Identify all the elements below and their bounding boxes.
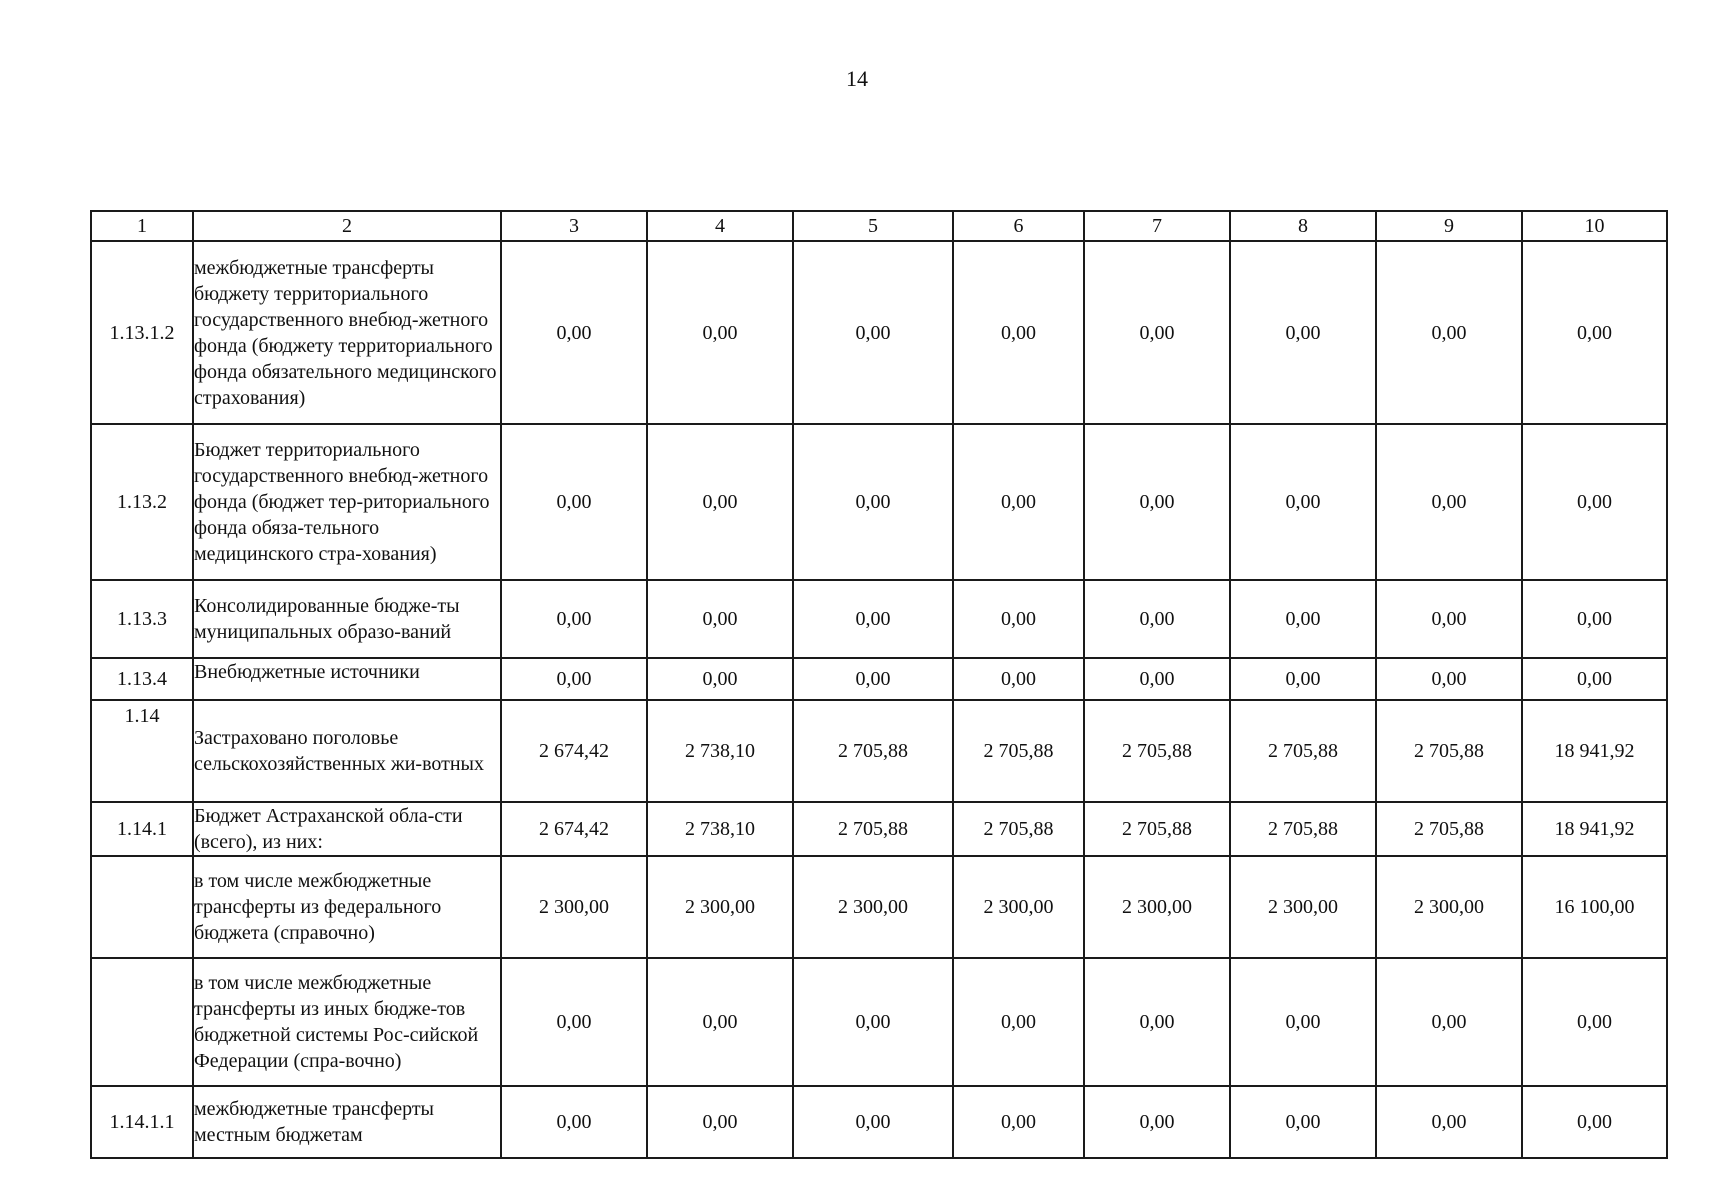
value-cell: 0,00 — [953, 424, 1084, 580]
value-cell: 2 705,88 — [953, 802, 1084, 856]
value-cell: 0,00 — [1522, 958, 1667, 1086]
table-row — [91, 241, 1667, 424]
value-cell: 0,00 — [953, 580, 1084, 658]
value-cell: 2 300,00 — [1230, 856, 1376, 958]
value-cell: 0,00 — [1230, 580, 1376, 658]
value-cell: 0,00 — [1230, 1086, 1376, 1158]
value-cell: 0,00 — [793, 580, 953, 658]
value-cell: 0,00 — [953, 658, 1084, 700]
value-cell: 0,00 — [1084, 958, 1230, 1086]
value-cell: 0,00 — [1084, 424, 1230, 580]
column-header: 3 — [501, 211, 647, 241]
value-cell: 2 705,88 — [1230, 700, 1376, 802]
row-description: Консолидированные бюдже-ты муниципальных образо-ваний — [193, 580, 501, 658]
value-cell: 0,00 — [501, 424, 647, 580]
column-header: 6 — [953, 211, 1084, 241]
value-cell: 2 300,00 — [1084, 856, 1230, 958]
page-number: 14 — [846, 66, 868, 91]
value-cell: 2 705,88 — [1230, 802, 1376, 856]
row-code: 1.14.1.1 — [91, 1086, 193, 1158]
value-cell: 0,00 — [1084, 1086, 1230, 1158]
value-cell: 0,00 — [953, 1086, 1084, 1158]
value-cell: 0,00 — [793, 658, 953, 700]
column-header: 5 — [793, 211, 953, 241]
value-cell: 2 300,00 — [793, 856, 953, 958]
row-description: в том числе межбюджетные трансферты из федерального бюджета (справочно) — [193, 856, 501, 958]
value-cell: 0,00 — [1522, 241, 1667, 424]
value-cell: 2 300,00 — [1376, 856, 1522, 958]
value-cell: 0,00 — [647, 1086, 793, 1158]
value-cell: 0,00 — [1376, 580, 1522, 658]
value-cell: 0,00 — [1084, 658, 1230, 700]
column-header: 7 — [1084, 211, 1230, 241]
value-cell: 0,00 — [1522, 580, 1667, 658]
value-cell: 0,00 — [1230, 958, 1376, 1086]
value-cell: 0,00 — [501, 658, 647, 700]
value-cell: 0,00 — [1084, 580, 1230, 658]
column-header: 2 — [193, 211, 501, 241]
value-cell: 0,00 — [793, 958, 953, 1086]
value-cell: 0,00 — [501, 1086, 647, 1158]
value-cell: 0,00 — [1230, 658, 1376, 700]
table-row — [91, 580, 1667, 658]
value-cell: 0,00 — [1522, 658, 1667, 700]
value-cell: 0,00 — [1376, 958, 1522, 1086]
value-cell: 0,00 — [501, 241, 647, 424]
table-row — [91, 658, 1667, 700]
value-cell: 2 705,88 — [1084, 700, 1230, 802]
value-cell: 2 705,88 — [793, 802, 953, 856]
value-cell: 0,00 — [501, 580, 647, 658]
value-cell: 2 705,88 — [953, 700, 1084, 802]
value-cell: 0,00 — [647, 424, 793, 580]
row-description: межбюджетные трансферты бюджету территориального государственного внебюд-жетного фонда (бюджету территориального фонда обязательного медицинского страхования) — [193, 241, 501, 424]
value-cell: 2 674,42 — [501, 802, 647, 856]
value-cell: 0,00 — [793, 241, 953, 424]
value-cell: 18 941,92 — [1522, 700, 1667, 802]
row-code: 1.13.2 — [91, 424, 193, 580]
table-row — [91, 856, 1667, 958]
value-cell: 2 738,10 — [647, 700, 793, 802]
row-code: 1.13.4 — [91, 658, 193, 700]
value-cell: 2 705,88 — [1376, 700, 1522, 802]
value-cell: 2 674,42 — [501, 700, 647, 802]
value-cell: 16 100,00 — [1522, 856, 1667, 958]
value-cell: 0,00 — [647, 658, 793, 700]
value-cell: 0,00 — [1230, 241, 1376, 424]
table-row — [91, 424, 1667, 580]
value-cell: 0,00 — [953, 958, 1084, 1086]
value-cell: 2 705,88 — [1376, 802, 1522, 856]
value-cell: 2 738,10 — [647, 802, 793, 856]
table-row — [91, 1086, 1667, 1158]
row-code — [91, 958, 193, 1086]
value-cell: 0,00 — [1522, 1086, 1667, 1158]
row-code — [91, 856, 193, 958]
value-cell: 0,00 — [1376, 241, 1522, 424]
table-row — [91, 700, 1667, 802]
row-description: в том числе межбюджетные трансферты из иных бюдже-тов бюджетной системы Рос-сийской Федерации (спра-вочно) — [193, 958, 501, 1086]
row-code: 1.14 — [91, 700, 193, 802]
row-description: Застраховано поголовье сельскохозяйственных жи-вотных — [193, 700, 501, 802]
value-cell: 2 300,00 — [647, 856, 793, 958]
table-row — [91, 958, 1667, 1086]
row-description: Внебюджетные источники — [193, 658, 501, 700]
value-cell: 18 941,92 — [1522, 802, 1667, 856]
column-header: 9 — [1376, 211, 1522, 241]
value-cell: 0,00 — [793, 424, 953, 580]
value-cell: 0,00 — [1230, 424, 1376, 580]
value-cell: 2 705,88 — [1084, 802, 1230, 856]
value-cell: 2 705,88 — [793, 700, 953, 802]
value-cell: 2 300,00 — [953, 856, 1084, 958]
row-description: Бюджет территориального государственного внебюд-жетного фонда (бюджет тер-риториального фонда обяза-тельного медицинского стра-хования) — [193, 424, 501, 580]
column-header: 1 — [91, 211, 193, 241]
row-code: 1.14.1 — [91, 802, 193, 856]
row-code: 1.13.3 — [91, 580, 193, 658]
row-code: 1.13.1.2 — [91, 241, 193, 424]
value-cell: 0,00 — [647, 241, 793, 424]
value-cell: 0,00 — [647, 580, 793, 658]
value-cell: 0,00 — [1522, 424, 1667, 580]
value-cell: 0,00 — [1376, 424, 1522, 580]
row-description: Бюджет Астраханской обла-сти (всего), из них: — [193, 802, 501, 856]
value-cell: 2 300,00 — [501, 856, 647, 958]
table-row — [91, 802, 1667, 856]
budget-table — [90, 210, 1668, 1159]
value-cell: 0,00 — [1376, 658, 1522, 700]
column-header: 4 — [647, 211, 793, 241]
value-cell: 0,00 — [953, 241, 1084, 424]
column-header: 10 — [1522, 211, 1667, 241]
value-cell: 0,00 — [793, 1086, 953, 1158]
value-cell: 0,00 — [1084, 241, 1230, 424]
value-cell: 0,00 — [647, 958, 793, 1086]
value-cell: 0,00 — [501, 958, 647, 1086]
value-cell: 0,00 — [1376, 1086, 1522, 1158]
header-row — [91, 211, 1667, 241]
column-header: 8 — [1230, 211, 1376, 241]
row-description: межбюджетные трансферты местным бюджетам — [193, 1086, 501, 1158]
